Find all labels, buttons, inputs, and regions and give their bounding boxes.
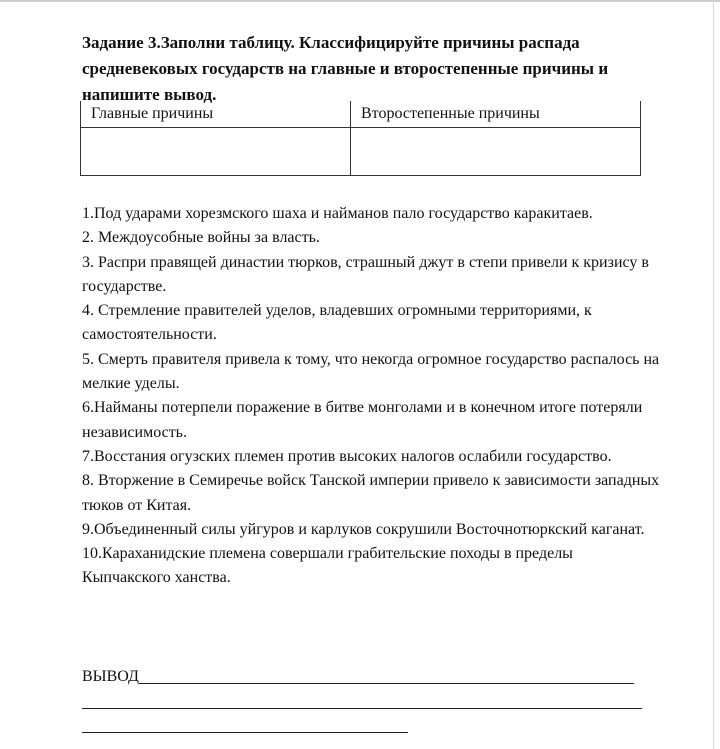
answer-line[interactable]: [82, 708, 642, 709]
table-header-row: [81, 101, 641, 128]
list-item: 7.Восстания огузских племен против высоких налогов ослабили государство.: [82, 447, 612, 465]
table-row: [81, 128, 641, 176]
list-item: 8. Вторжение в Семиречье войск Танской империи привело к зависимости западных тюков от Китая.: [82, 472, 660, 514]
list-item: 6.Найманы потерпели поражение в битве монголами и в конечном итоге потеряли независимость.: [82, 399, 643, 441]
list-item: 9.Объединенный силы уйгуров и карлуков сокрушили Восточнотюркский каганат.: [82, 520, 645, 538]
page-top-edge: [0, 0, 720, 2]
conclusion-label: ВЫВОД: [82, 668, 139, 685]
list-item: 4. Стремление правителей уделов, владевших огромными территориями, к самостоятельности.: [82, 302, 592, 344]
cell-secondary-causes[interactable]: [351, 128, 641, 176]
answer-line[interactable]: [82, 732, 408, 733]
classification-table: [80, 101, 641, 176]
page-right-edge: [713, 0, 714, 749]
list-item: 3. Распри правящей династии тюрков, страшный джут в степи привели к кризису в государстве.: [82, 253, 649, 295]
conclusion-section: [82, 664, 642, 688]
list-item: 1.Под ударами хорезмского шаха и найманов пало государство каракитаев.: [82, 205, 593, 222]
header-secondary-causes: Второстепенные причины: [351, 101, 641, 128]
answer-line[interactable]: [139, 682, 634, 684]
cell-main-causes[interactable]: [81, 128, 351, 176]
list-item: 10.Караханидские племена совершали грабительские походы в пределы Кыпчакского ханства.: [82, 545, 573, 587]
list-item: 2. Междоусобные войны за власть.: [82, 229, 320, 247]
list-item: 5. Смерть правителя привела к тому, что некогда огромное государство распалось на мелкие уделы.: [82, 350, 660, 393]
header-main-causes: Главные причины: [81, 101, 351, 128]
reasons-list: [82, 202, 662, 591]
task-heading: Задание 3.Заполни таблицу. Классифицируйте причины распада средневековых государств на главные и второстепенные причины и напишите вывод.: [82, 33, 609, 104]
